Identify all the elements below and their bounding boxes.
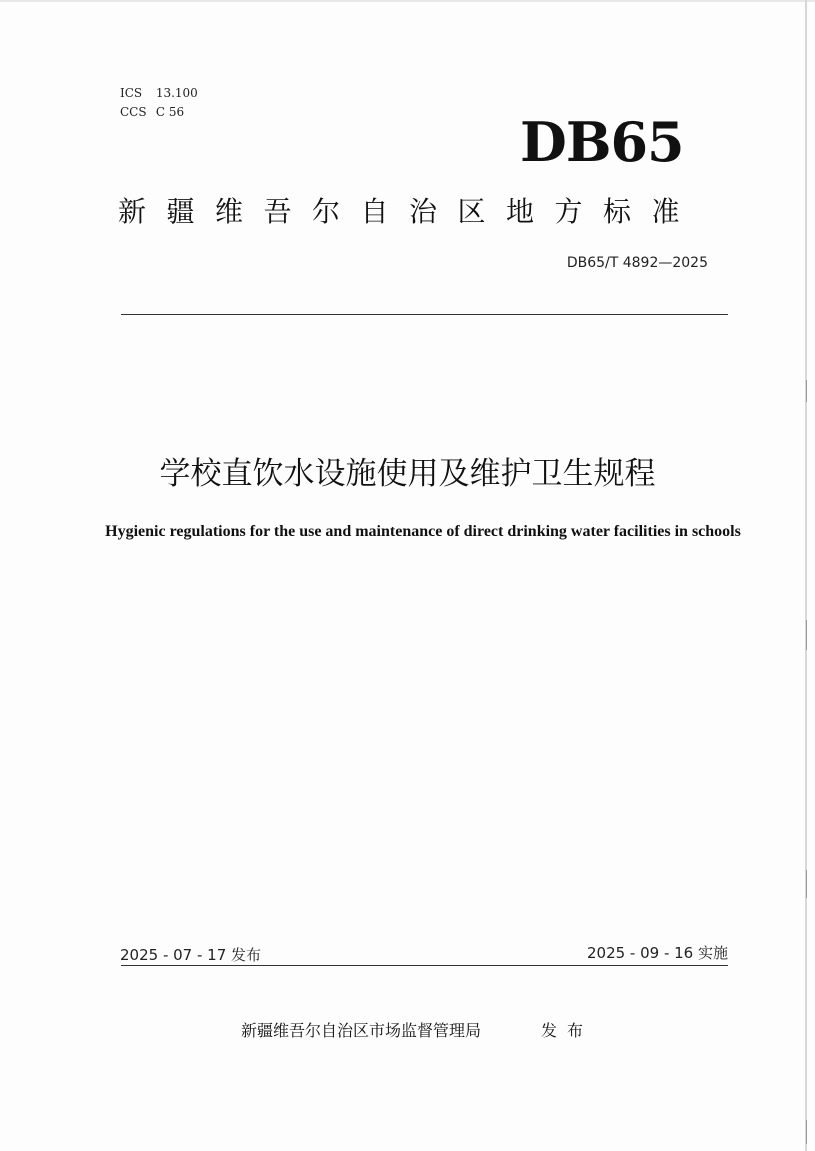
ccs-label: CCS xyxy=(120,105,147,119)
scan-mark xyxy=(806,620,807,650)
bottom-divider xyxy=(121,965,728,966)
document-title-chinese: 学校直饮水设施使用及维护卫生规程 xyxy=(159,456,656,492)
scan-edge-top xyxy=(0,0,815,2)
standard-type-heading: 新疆维吾尔自治区地方标准 xyxy=(118,195,701,228)
scan-mark xyxy=(806,870,807,898)
ccs-code xyxy=(120,103,198,122)
ccs-value: C 56 xyxy=(155,105,185,119)
ics-value: 13.100 xyxy=(155,86,198,100)
top-divider xyxy=(121,314,728,315)
ics-label: ICS xyxy=(120,86,143,100)
standard-number: DB65/T 4892—2025 xyxy=(566,255,708,271)
release-date: 2025 - 07 - 17 发布 xyxy=(120,946,262,964)
issuing-authority: 新疆维吾尔自治区市场监督管理局 xyxy=(241,1021,482,1040)
classification-codes xyxy=(120,84,198,122)
ics-code xyxy=(120,84,198,103)
implementation-date: 2025 - 09 - 16 实施 xyxy=(586,944,728,962)
db65-logo: DB65 xyxy=(520,110,684,174)
scan-mark xyxy=(806,380,807,402)
issued-label: 发布 xyxy=(541,1021,594,1040)
document-title-english: Hygienic regulations for the use and maintenance of direct drinking water facilities in schools xyxy=(105,523,741,540)
scan-mark xyxy=(806,1120,807,1144)
scan-edge-right xyxy=(805,0,807,1151)
